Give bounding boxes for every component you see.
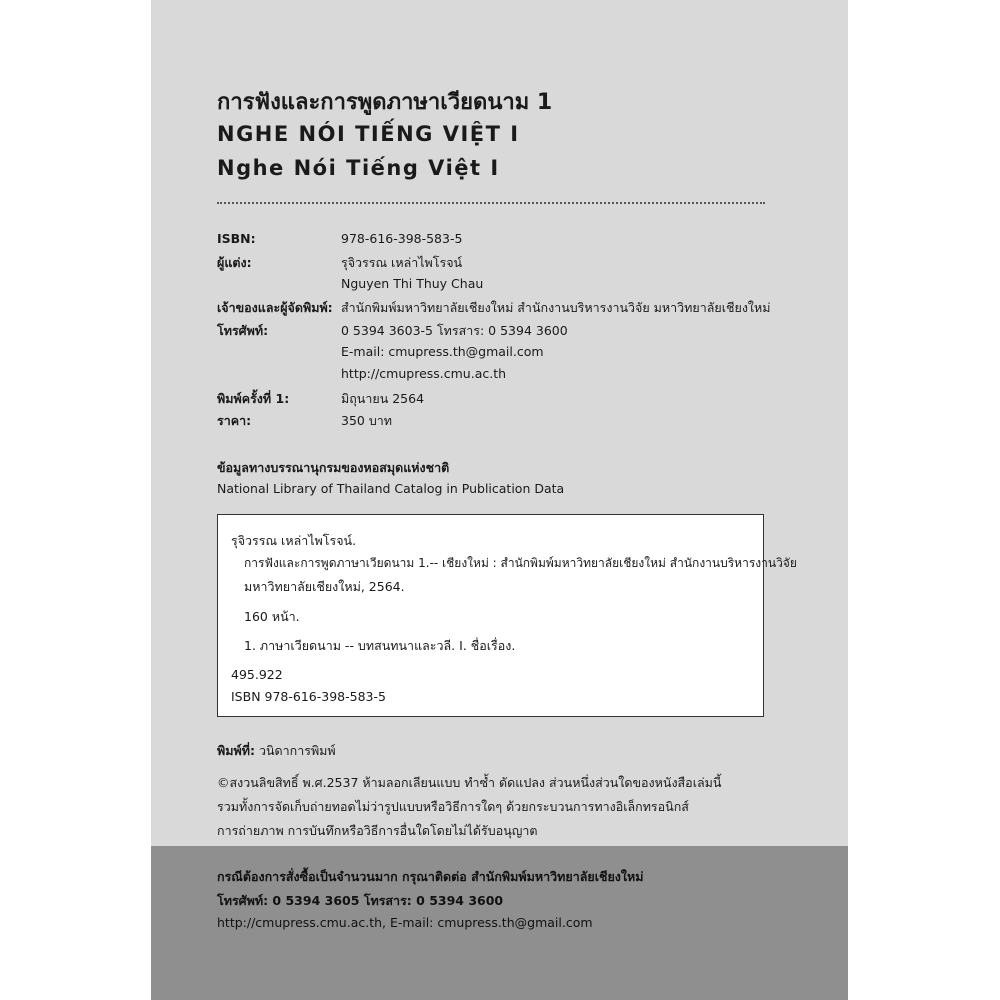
copyright-line-3: การถ่ายภาพ การบันทึกหรือวิธีการอื่นใดโดยไม่ได้รับอนุญาต: [217, 823, 538, 838]
printer-label: พิมพ์ที่:: [217, 743, 255, 758]
copyright-line-1: ©สงวนลิขสิทธิ์ พ.ศ.2537 ห้ามลอกเลียนแบบ ทำซ้ำ ดัดแปลง ส่วนหนึ่งส่วนใดของหนังสือเล่มนี้: [217, 775, 722, 790]
price-value: 350 บาท: [341, 413, 393, 428]
footer-order-line: กรณีต้องการสั่งซื้อเป็นจำนวนมาก กรุณาติดต่อ สำนักพิมพ์มหาวิทยาลัยเชียงใหม่: [217, 869, 644, 884]
publisher-value: สำนักพิมพ์มหาวิทยาลัยเชียงใหม่ สำนักงานบริหารงานวิจัย มหาวิทยาลัยเชียงใหม่: [341, 300, 771, 315]
author-label: ผู้แต่ง:: [217, 255, 252, 270]
cip-subject: 1. ภาษาเวียดนาม -- บทสนทนาและวลี. I. ชื่อเรื่อง.: [244, 638, 516, 653]
printer-value: วนิดาการพิมพ์: [254, 743, 336, 758]
phone-value: 0 5394 3603-5 โทรสาร: 0 5394 3600: [341, 323, 568, 338]
edition-value: มิถุนายน 2564: [341, 391, 425, 406]
cip-heading-thai: ข้อมูลทางบรรณานุกรมของหอสมุดแห่งชาติ: [217, 460, 450, 475]
cip-isbn: ISBN 978-616-398-583-5: [231, 689, 386, 704]
copyright-line-2: รวมทั้งการจัดเก็บถ่ายทอดไม่ว่ารูปแบบหรือวิธีการใดๆ ด้วยกระบวนการทางอิเล็กทรอนิกส์: [217, 799, 689, 814]
author-2: Nguyen Thi Thuy Chau: [341, 276, 484, 291]
url-value: http://cmupress.cmu.ac.th: [341, 366, 507, 381]
publisher-label: เจ้าของและผู้จัดพิมพ์:: [217, 300, 333, 315]
phone-label: โทรศัพท์:: [217, 323, 269, 338]
cip-title: การฟังและการพูดภาษาเวียดนาม 1.-- เชียงใหม่ : สำนักพิมพ์มหาวิทยาลัยเชียงใหม่ สำนักงานบริหารงานวิจัย: [244, 556, 797, 570]
price-label: ราคา:: [217, 413, 252, 428]
title-vietnamese: Nghe Nói Tiếng Việt I: [217, 156, 500, 180]
cip-record-box: [217, 514, 797, 717]
cip-classification: 495.922: [231, 667, 283, 682]
isbn-value: 978-616-398-583-5: [341, 231, 463, 246]
printer-line: [217, 741, 336, 761]
title-vietnamese-upper: NGHE NÓI TIẾNG VIỆT I: [217, 122, 520, 146]
cip-heading-english: National Library of Thailand Catalog in Publication Data: [217, 481, 565, 496]
email-value: E-mail: cmupress.th@gmail.com: [341, 344, 544, 359]
isbn-label: ISBN:: [217, 231, 256, 246]
edition-label: พิมพ์ครั้งที่ 1:: [217, 391, 290, 406]
footer-contact-line: http://cmupress.cmu.ac.th, E-mail: cmupress.th@gmail.com: [217, 915, 593, 930]
dotted-divider: [217, 202, 765, 204]
footer-phone-line: โทรศัพท์: 0 5394 3605 โทรสาร: 0 5394 3600: [217, 893, 504, 908]
title-thai: การฟังและการพูดภาษาเวียดนาม 1: [217, 90, 553, 115]
cip-pages: 160 หน้า.: [244, 609, 300, 624]
cip-author: รุจิวรรณ เหล่าไพโรจน์.: [231, 533, 357, 548]
cip-title-cont: มหาวิทยาลัยเชียงใหม่, 2564.: [244, 579, 405, 594]
author-1: รุจิวรรณ เหล่าไพโรจน์: [341, 255, 463, 270]
